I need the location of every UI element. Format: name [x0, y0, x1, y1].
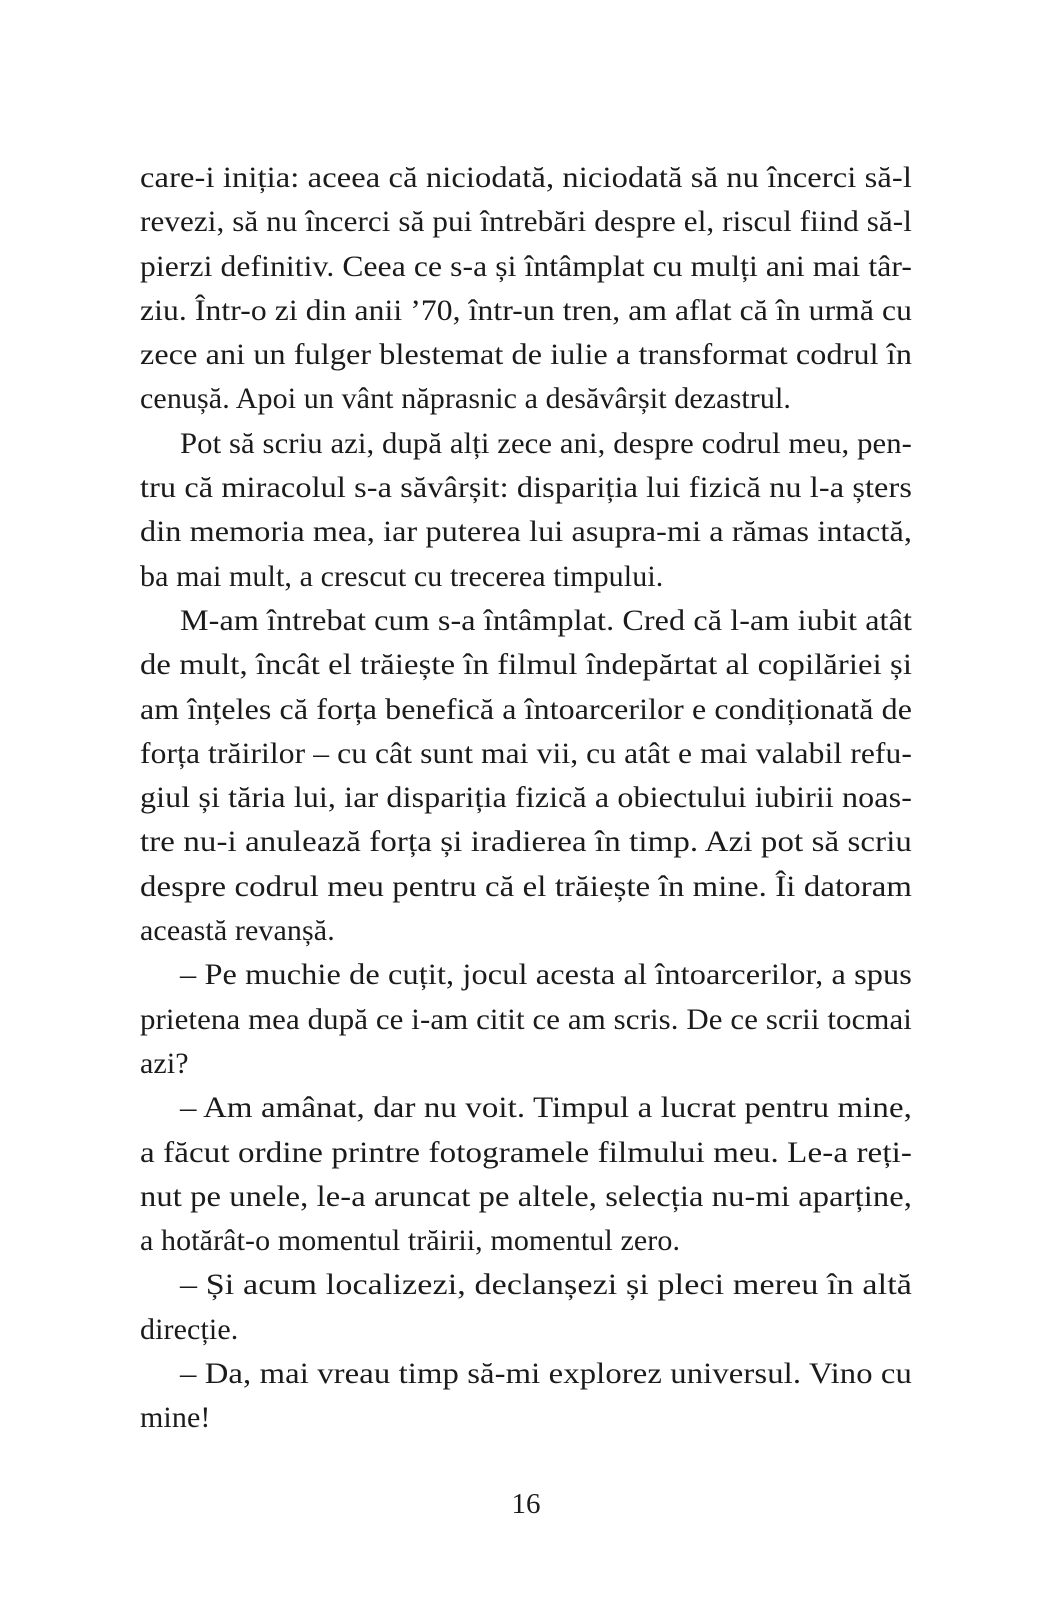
text-line: azi? — [140, 1046, 189, 1080]
text-line: – Și acum localizezi, declanșezi și pleci mereu în altă — [180, 1268, 913, 1302]
text-line: cenușă. Apoi un vânt năprasnic a desăvârșit dezastrul. — [140, 382, 792, 416]
text-line: care-i iniția: aceea că niciodată, niciodată să nu încerci să-l — [140, 161, 912, 194]
text-line: ba mai mult, a crescut cu trecerea timpului. — [140, 559, 664, 593]
page-number: 16 — [511, 1488, 541, 1520]
text-line: despre codrul meu pentru că el trăiește în mine. Îi datoram — [140, 869, 912, 903]
text-line: ziu. Într-o zi din anii ’70, într-un tren, am aflat că în urmă cu — [140, 293, 912, 327]
text-line: am înțeles că forța benefică a întoarcerilor e condiționată de — [140, 692, 912, 726]
text-line: nut pe unele, le-a aruncat pe altele, selecția nu-mi aparține, — [140, 1179, 912, 1213]
paragraph — [140, 599, 912, 953]
text-line: forța trăirilor – cu cât sunt mai vii, cu atât e mai valabil refu- — [140, 736, 912, 770]
text-line: de mult, încât el trăiește în filmul îndepărtat al copilăriei și — [140, 648, 912, 682]
text-line: tru că miracolul s-a săvârșit: dispariția lui fizică nu l-a șters — [140, 471, 913, 505]
text-line: – Pe muchie de cuțit, jocul acesta al întoarcerilor, a spus — [180, 958, 912, 992]
text-line: a hotărât-o momentul trăirii, momentul zero. — [140, 1224, 681, 1258]
paragraph — [140, 1352, 912, 1441]
paragraph — [140, 1263, 912, 1352]
text-line: direcție. — [140, 1312, 239, 1346]
text-line: M-am întrebat cum s-a întâmplat. Cred că l-am iubit atât — [180, 603, 912, 637]
text-line: giul și tăria lui, iar dispariția fizică a obiectului iubirii noas- — [140, 781, 912, 815]
paragraph — [140, 1086, 912, 1263]
text-line: mine! — [140, 1401, 211, 1435]
paragraph — [140, 422, 912, 599]
paragraph — [140, 953, 912, 1086]
text-line: tre nu-i anulează forța și iradierea în timp. Azi pot să scriu — [140, 825, 912, 859]
text-line: pierzi definitiv. Ceea ce s-a și întâmplat cu mulți ani mai târ- — [140, 249, 913, 283]
text-line: prietena mea după ce i-am citit ce am scris. De ce scrii tocmai — [140, 1002, 912, 1036]
paragraph — [140, 156, 912, 422]
text-line: – Da, mai vreau timp să-mi explorez universul. Vino cu — [180, 1357, 913, 1391]
text-line: această revanșă. — [140, 914, 335, 948]
text-line: revezi, să nu încerci să pui întrebări despre el, riscul fiind să-l — [140, 205, 912, 239]
text-line: zece ani un fulger blestemat de iulie a transformat codrul în — [140, 338, 912, 372]
text-line: Pot să scriu azi, după alți zece ani, despre codrul meu, pen- — [180, 426, 912, 460]
page-text — [140, 156, 912, 1441]
text-line: din memoria mea, iar puterea lui asupra-mi a rămas intactă, — [140, 515, 912, 549]
text-line: a făcut ordine printre fotogramele filmului meu. Le-a reți- — [140, 1135, 912, 1169]
text-line: – Am amânat, dar nu voit. Timpul a lucrat pentru mine, — [180, 1091, 912, 1125]
